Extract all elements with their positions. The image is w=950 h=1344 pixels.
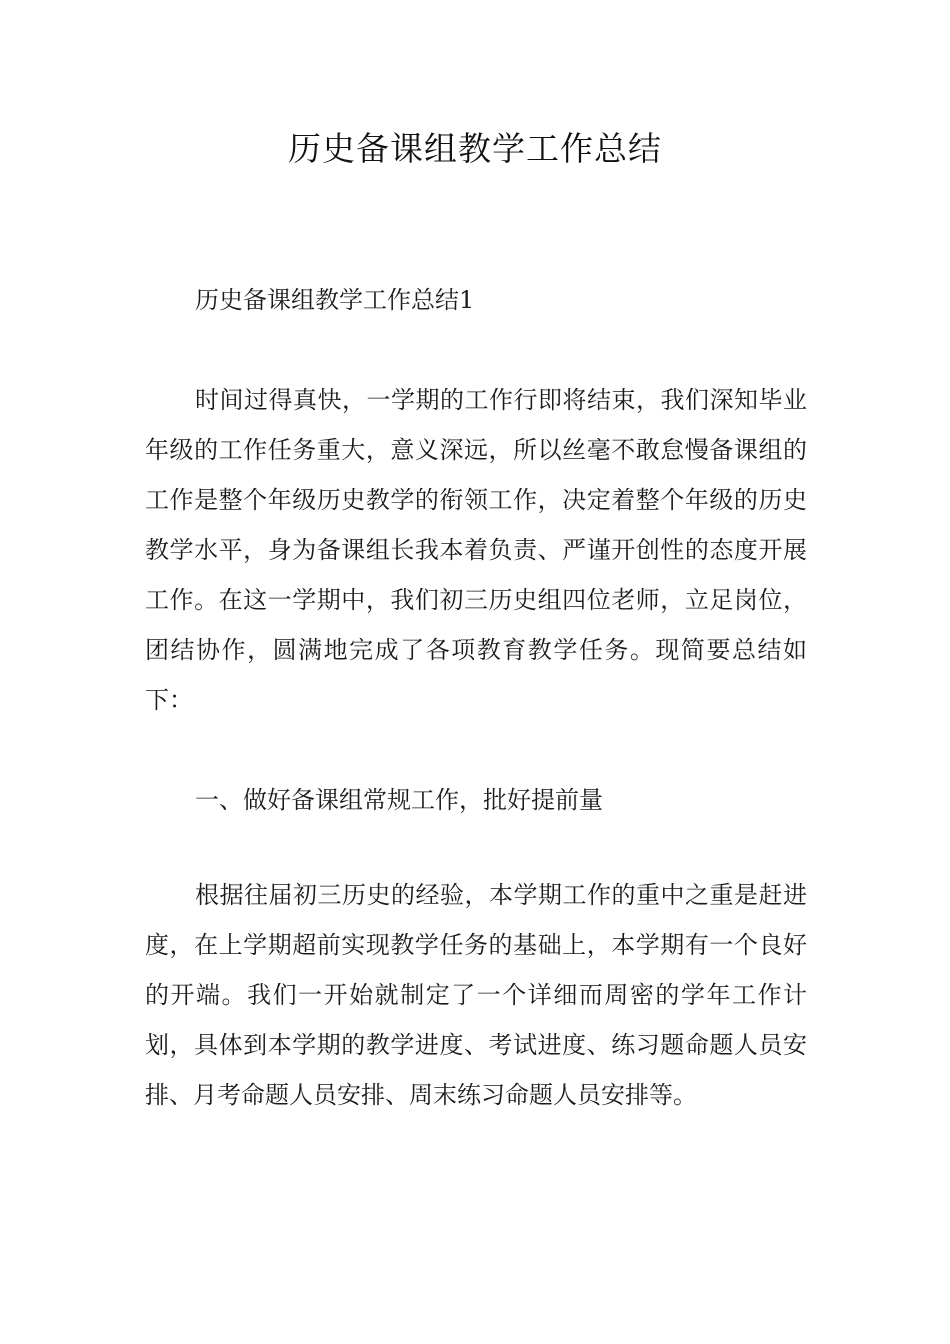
paragraph-intro: 时间过得真快，一学期的工作行即将结束，我们深知毕业年级的工作任务重大，意义深远，所以丝毫不敢怠慢备课组的工作是整个年级历史教学的衔领工作，决定着整个年级的历史教学水平，身为备课组长我本着负责、严谨开创性的态度开展工作。在这一学期中，我们初三历史组四位老师，立足岗位，团结协作，圆满地完成了各项教育教学任务。现简要总结如下： (145, 386, 807, 714)
document-subtitle: 历史备课组教学工作总结1 (195, 286, 475, 314)
paragraph-section-1: 根据往届初三历史的经验，本学期工作的重中之重是赶进度，在上学期超前实现教学任务的基础上，本学期有一个良好的开端。我们一开始就制定了一个详细而周密的学年工作计划，具体到本学期的教学进度、考试进度、练习题命题人员安排、月考命题人员安排、周末练习命题人员安排等。 (145, 881, 807, 1109)
document-title: 历史备课组教学工作总结 (288, 129, 662, 168)
section-heading: 一、做好备课组常规工作，批好提前量 (195, 786, 603, 814)
